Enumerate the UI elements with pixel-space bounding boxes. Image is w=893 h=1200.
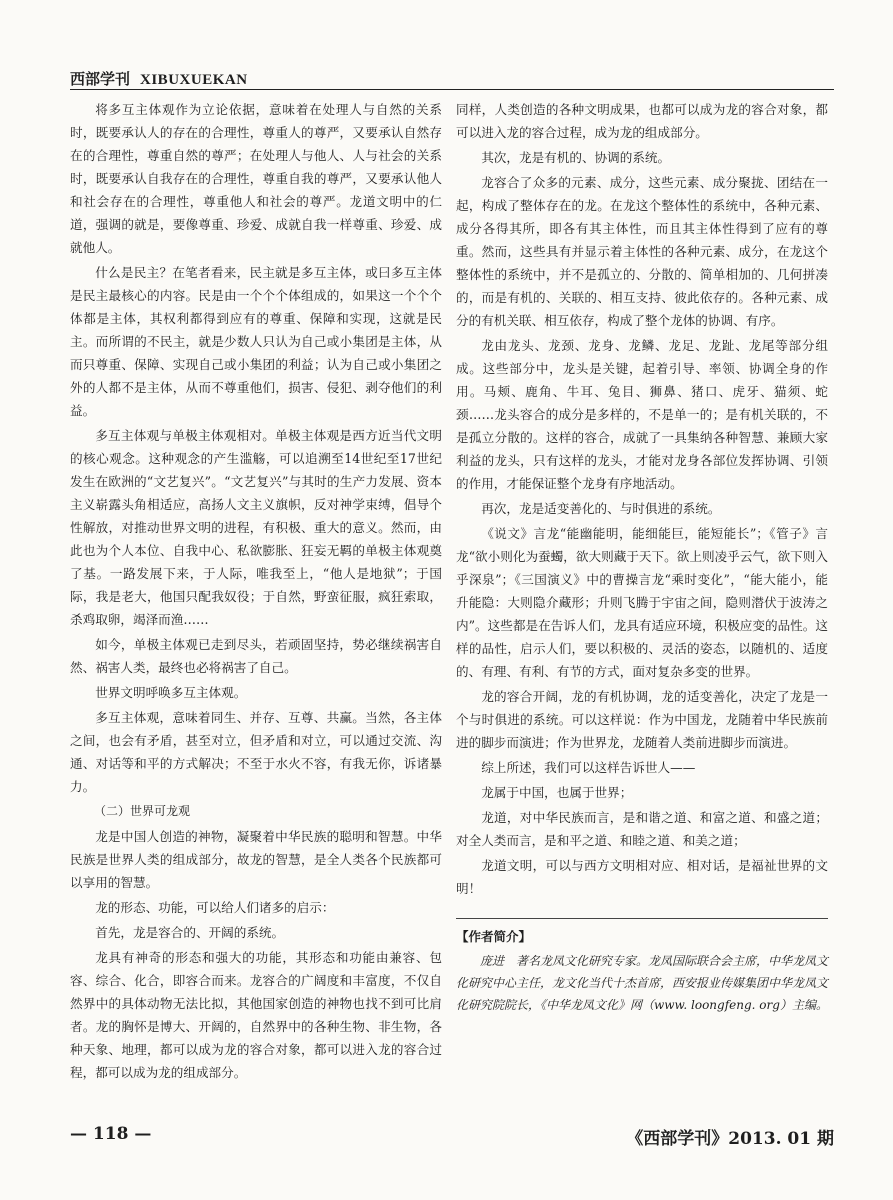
left-column [70,98,442,1086]
page-number: — 118 — [70,1124,152,1144]
paragraph: 再次，龙是适变善化的、与时俱进的系统。 [481,501,721,516]
bio-rule [456,918,828,919]
paragraph: 综上所述，我们可以这样告诉世人—— [481,760,696,775]
paragraph: 首先，龙是容合的、开阔的系统。 [95,925,285,940]
journal-issue: 《西部学刊》2013. 01 期 [626,1129,834,1149]
paragraph: 龙的容合开阔，龙的有机协调，龙的适变善化，决定了龙是一个与时俱进的系统。可以这样说：作为中国龙，龙随着中华民族前进的脚步而演进；作为世界龙，龙随着人类前进脚步而演进。 [456,689,828,750]
journal-title-en: XIBUXUEKAN [140,72,248,88]
paragraph: 《说文》言龙“能幽能明，能细能巨，能短能长”；《管子》言龙“欲小则化为蚕蠋，欲大则藏于天下。欲上则凌乎云气，欲下则入乎深泉”；《三国演义》中的曹操言龙“乘时变化”，“能大能小，能升能隐：大则隐介藏形；升则飞腾于宇宙之间，隐则潜伏于波涛之内”。这些都是在告诉人们，龙具有适应环境，积极应变的品性。这样的品性，启示人们，要以积极的、灵活的姿态，以随机的、适度的、有理、有利、有节的方式，面对复杂多变的世界。 [456,526,828,679]
paragraph: 龙的形态、功能，可以给人们诸多的启示： [95,900,335,915]
paragraph: 同样，人类创造的各种文明成果，也都可以成为龙的容合对象，都可以进入龙的容合过程，成为龙的组成部分。 [456,102,828,140]
paragraph: 龙是中国人创造的神物，凝聚着中华民族的聪明和智慧。中华民族是世界人类的组成部分，故龙的智慧，是全人类各个民族都可以享用的智慧。 [70,829,442,890]
paragraph: 龙具有神奇的形态和强大的功能，其形态和功能由兼容、包容、综合、化合，即容合而来。龙容合的广阔度和丰富度，不仅自然界中的具体动物无法比拟，其他国家创造的神物也找不到可比肩者。龙的胸怀是博大、开阔的，自然界中的各种生物、非生物，各种天象、地理，都可以成为龙的容合对象，都可以进入龙的容合过程，都可以成为龙的组成部分。 [70,950,442,1080]
paragraph: 龙由龙头、龙颈、龙身、龙鳞、龙足、龙趾、龙尾等部分组成。这些部分中，龙头是关键，起着引导、率领、协调全身的作用。马颊、鹿角、牛耳、兔目、狮鼻、猪口、虎牙、猫须、蛇颈……龙头容合的成分是多样的，不是单一的；是有机关联的，不是孤立分散的。这样的容合，成就了一具集纳各种智慧、兼顾大家利益的龙头，只有这样的龙头，才能对龙身各部位发挥协调、引领的作用，才能保证整个龙身有序地活动。 [456,338,828,491]
paragraph: 如今，单极主体观已走到尽头，若顽固坚持，势必继续祸害自然、祸害人类，最终也必将祸害了自己。 [70,637,442,675]
paragraph: 龙属于中国，也属于世界； [481,785,633,800]
paragraph: 龙容合了众多的元素、成分，这些元素、成分聚拢、团结在一起，构成了整体存在的龙。在龙这个整体性的系统中，各种元素、成分各得其所，即各有其主体性，而且其主体性得到了应有的尊重。然而，这些具有并显示着主体性的各种元素、成分，在龙这个整体性的系统中，并不是孤立的、分散的、简单相加的、几何拼凑的，而是有机的、关联的、相互支持、彼此依存的。各种元素、成分的有机关联、相互依存，构成了整个龙体的协调、有序。 [456,175,828,328]
author-bio: 庞进 著名龙凤文化研究专家。龙凤国际联合会主席，中华龙凤文化研究中心主任，龙文化当代十杰首席，西安报业传媒集团中华龙凤文化研究院院长，《中华龙凤文化》网（www. loongfeng. org）主编。 [456,954,829,1012]
paragraph: 多互主体观与单极主体观相对。单极主体观是西方近当代文明的核心观念。这种观念的产生滥觞，可以追溯至14世纪至17世纪发生在欧洲的“文艺复兴”。“文艺复兴”与其时的生产力发展、资本主义崭露头角相适应，高扬人文主义旗帜，反对神学束缚，倡导个性解放，对推动世界文明的进程，有积极、重大的意义。然而，由此也为个人本位、自我中心、私欲膨胀、狂妄无羁的单极主体观奠了基。一路发展下来，于人际，唯我至上，“他人是地狱”；于国际，我是老大，他国只配我奴役；于自然，野蛮征服，疯狂索取，杀鸡取卵，竭泽而渔…… [70,428,442,627]
paragraph: 什么是民主？在笔者看来，民主就是多互主体，或曰多互主体是民主最核心的内容。民是由一个个个体组成的，如果这一个个个体都是主体，其权利都得到应有的尊重、保障和实现，这就是民主。而所谓的不民主，就是少数人只认为自己或小集团是主体，从而只尊重、保障、实现自己或小集团的利益；认为自己或小集团之外的人都不是主体，从而不尊重他们，损害、侵犯、剥夺他们的利益。 [70,265,442,418]
author-bio-heading: 【作者简介】 [456,929,532,944]
header-rule [70,89,834,90]
paragraph: 将多互主体观作为立论依据，意味着在处理人与自然的关系时，既要承认人的存在的合理性，尊重人的尊严，又要承认自然存在的合理性，尊重自然的尊严；在处理人与他人、人与社会的关系时，既要承认自我存在的合理性，尊重自我的尊严，又要承认他人和社会存在的合理性，尊重他人和社会的尊严。龙道文明中的仁道，强调的就是，要像尊重、珍爱、成就自我一样尊重、珍爱、成就他人。 [70,102,442,255]
paragraph: 世界文明呼唤多互主体观。 [95,685,247,700]
journal-title-cn: 西部学刊 [70,70,131,88]
paragraph: 其次，龙是有机的、协调的系统。 [481,150,671,165]
section-subheading: （二）世界可龙观 [94,804,191,818]
right-column [456,98,828,1018]
paragraph: 龙道，对中华民族而言，是和谐之道、和富之道、和盛之道；对全人类而言，是和平之道、和睦之道、和美之道； [456,810,828,848]
running-header [70,68,834,89]
paragraph: 多互主体观，意味着同生、并存、互尊、共赢。当然，各主体之间，也会有矛盾，甚至对立，但矛盾和对立，可以通过交流、沟通、对话等和平的方式解决；不至于水火不容，有我无你，诉诸暴力。 [70,710,442,794]
paragraph: 龙道文明，可以与西方文明相对应、相对话，是福祉世界的文明！ [456,858,828,896]
